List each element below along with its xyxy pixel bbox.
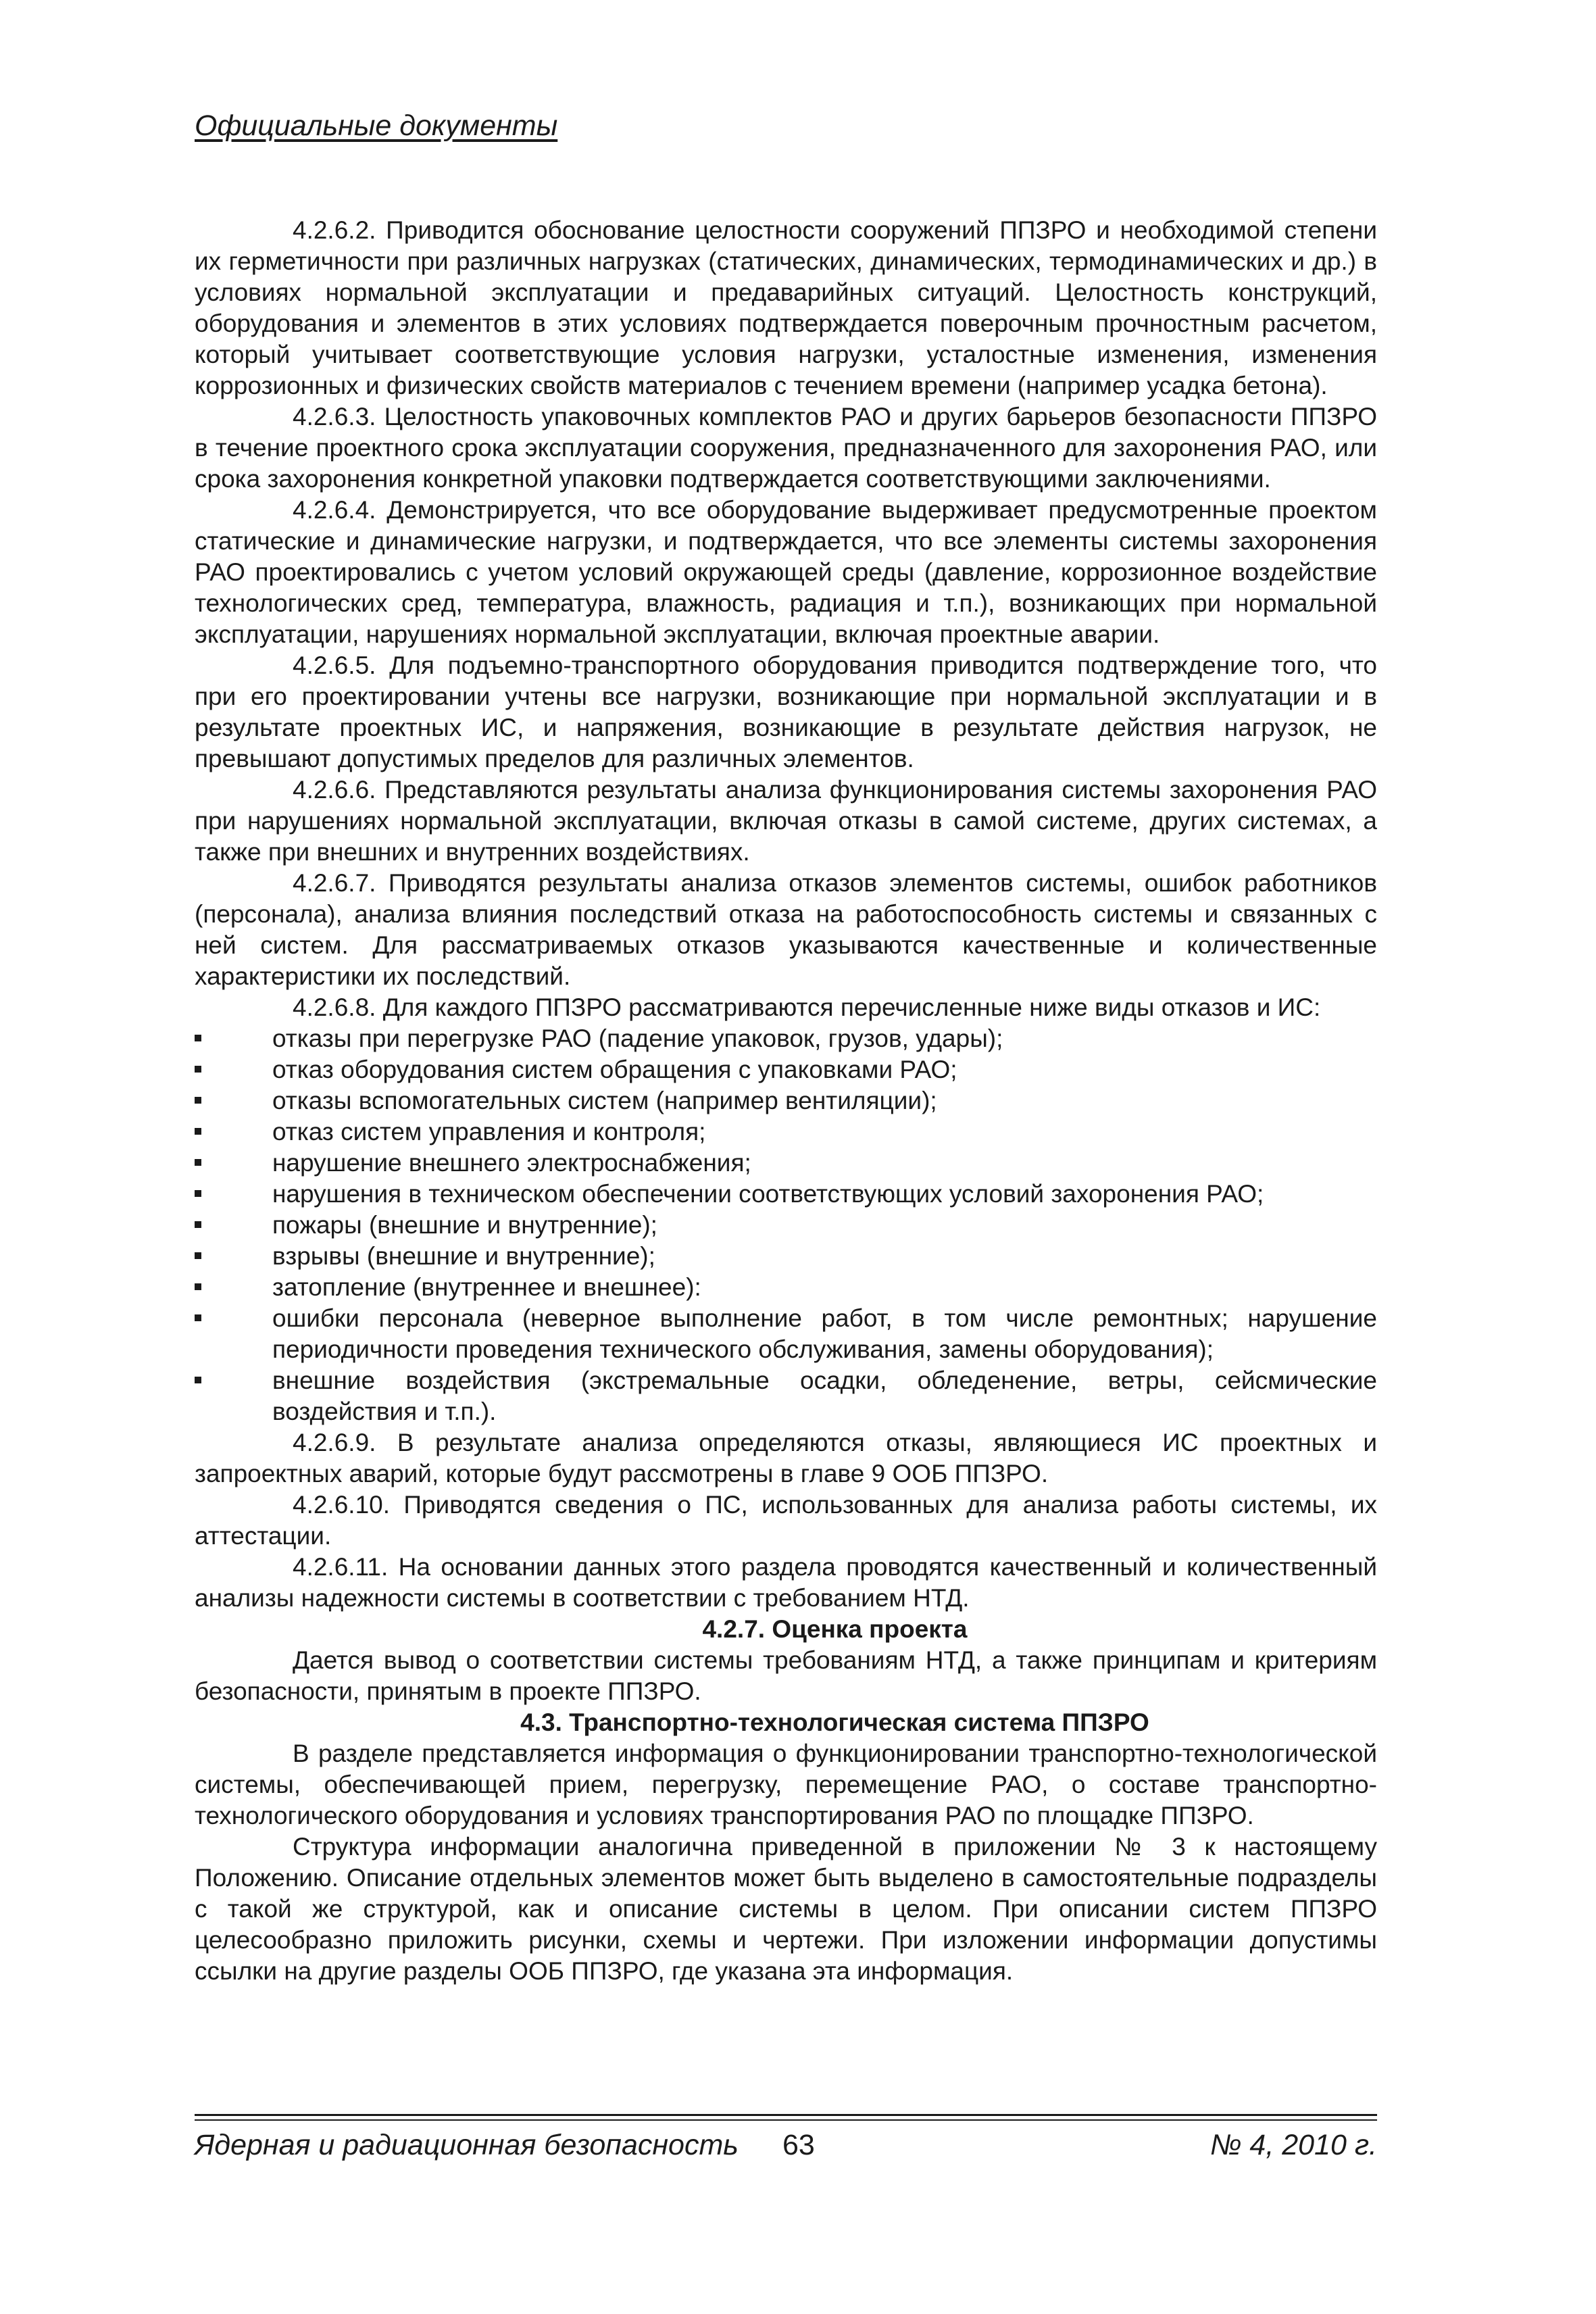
paragraph-4-2-6-8: 4.2.6.8. Для каждого ППЗРО рассматриваются перечисленные ниже виды отказов и ИС: xyxy=(293,993,1321,1021)
list-item-text: пожары (внешние и внутренние); xyxy=(272,1211,657,1239)
list-item xyxy=(195,1303,1377,1365)
paragraph-4-2-6-10: 4.2.6.10. Приводятся сведения о ПС, использованных для анализа работы системы, их аттестации. xyxy=(195,1491,1377,1550)
page-header-title: Официальные документы xyxy=(195,109,558,142)
paragraph-4-3-structure: Структура информации аналогична приведенной в приложении № 3 к настоящему Положению. Описание отдельных элементов может быть выделено в самостоятельные подразделы с такой же структурой, как и описание системы в целом. При описании систем ППЗРО целесообразно приложить рисунки, схемы и чертежи. При изложении информации допустимы ссылки на другие разделы ООБ ППЗРО, где указана эта информация. xyxy=(195,1833,1377,1985)
list-item xyxy=(195,1179,1377,1210)
list-item-text: взрывы (внешние и внутренние); xyxy=(272,1242,655,1270)
bullet-icon xyxy=(195,1283,201,1290)
list-item-text: нарушение внешнего электроснабжения; xyxy=(272,1149,751,1177)
page-number: 63 xyxy=(782,2129,815,2161)
paragraph-4-2-6-2: 4.2.6.2. Приводится обоснование целостности сооружений ППЗРО и необходимой степени их герметичности при различных нагрузках (статических, динамических, термодинамических и др.) в условиях нормальной эксплуатации и предаварийных ситуаций. Целостность конструкций, оборудования и элементов в этих условиях подтверждается поверочным прочностным расчетом, который учитывает соответствующие условия нагрузки, усталостные изменения, изменения коррозионных и физических свойств материалов с течением времени (например усадка бетона). xyxy=(195,216,1377,399)
list-item xyxy=(195,1365,1377,1427)
list-item xyxy=(195,1116,1377,1148)
footer-divider xyxy=(195,2119,1377,2121)
paragraph-4-3-intro: В разделе представляется информация о функционировании транспортно-технологической системы, обеспечивающей прием, перегрузку, перемещение РАО, о составе транспортно-технологического оборудования и условиях транспортирования РАО по площадке ППЗРО. xyxy=(195,1740,1377,1829)
paragraph-4-2-6-11: 4.2.6.11. На основании данных этого раздела проводятся качественный и количественный анализы надежности системы в соответствии с требованием НТД. xyxy=(195,1553,1377,1612)
paragraph-4-2-6-9: 4.2.6.9. В результате анализа определяются отказы, являющиеся ИС проектных и запроектных аварий, которые будут рассмотрены в главе 9 ООБ ППЗРО. xyxy=(195,1429,1377,1487)
footer-divider xyxy=(195,2114,1377,2116)
list-item xyxy=(195,1210,1377,1241)
section-heading-4-3: 4.3. Транспортно-технологическая система ППЗРО xyxy=(520,1708,1149,1736)
bullet-icon xyxy=(195,1377,201,1383)
issue-number: № 4, 2010 г. xyxy=(1210,2129,1377,2161)
paragraph-4-2-6-6: 4.2.6.6. Представляются результаты анализа функционирования системы захоронения РАО при нарушениях нормальной эксплуатации, включая отказы в самой системе, других системах, а также при внешних и внутренних воздействиях. xyxy=(195,776,1377,866)
bullet-icon xyxy=(195,1159,201,1166)
bullet-icon xyxy=(195,1128,201,1135)
list-item-text: ошибки персонала (неверное выполнение работ, в том числе ремонтных; нарушение периодичности проведения технического обслуживания, замены оборудования); xyxy=(272,1304,1377,1363)
bullet-icon xyxy=(195,1066,201,1073)
paragraph-4-2-6-3: 4.2.6.3. Целостность упаковочных комплектов РАО и других барьеров безопасности ППЗРО в течение проектного срока эксплуатации сооружения, предназначенного для захоронения РАО, или срока захоронения конкретной упаковки подтверждается соответствующими заключениями. xyxy=(195,403,1377,493)
page-footer xyxy=(195,2129,1377,2169)
bullet-icon xyxy=(195,1314,201,1321)
list-item-text: отказ оборудования систем обращения с упаковками РАО; xyxy=(272,1056,957,1083)
document-body xyxy=(195,215,1377,1987)
section-heading-4-2-7: 4.2.7. Оценка проекта xyxy=(702,1615,968,1643)
list-item-text: отказ систем управления и контроля; xyxy=(272,1118,706,1146)
bullet-icon xyxy=(195,1221,201,1228)
bullet-icon xyxy=(195,1035,201,1041)
list-item xyxy=(195,1054,1377,1085)
list-item xyxy=(195,1023,1377,1054)
failure-types-list xyxy=(195,1023,1377,1427)
list-item-text: нарушения в техническом обеспечении соответствующих условий захоронения РАО; xyxy=(272,1180,1264,1208)
bullet-icon xyxy=(195,1097,201,1104)
list-item xyxy=(195,1148,1377,1179)
list-item-text: отказы при перегрузке РАО (падение упаковок, грузов, удары); xyxy=(272,1025,1003,1052)
list-item-text: отказы вспомогательных систем (например вентиляции); xyxy=(272,1087,937,1114)
paragraph-4-2-6-5: 4.2.6.5. Для подъемно-транспортного оборудования приводится подтверждение того, что при его проектировании учтены все нагрузки, возникающие при нормальной эксплуатации и в результате проектных ИС, и напряжения, возникающие в результате действия нагрузок, не превышают допустимых пределов для различных элементов. xyxy=(195,651,1377,772)
paragraph-4-2-6-4: 4.2.6.4. Демонстрируется, что все оборудование выдерживает предусмотренные проектом статические и динамические нагрузки, и подтверждается, что все элементы системы захоронения РАО проектировались с учетом условий окружающей среды (давление, коррозионное воздействие технологических сред, температура, влажность, радиация и т.п.), возникающих при нормальной эксплуатации, нарушениях нормальной эксплуатации, включая проектные аварии. xyxy=(195,496,1377,648)
paragraph-4-2-7-text: Дается вывод о соответствии системы требованиям НТД, а также принципам и критериям безопасности, принятым в проекте ППЗРО. xyxy=(195,1646,1377,1705)
bullet-icon xyxy=(195,1190,201,1197)
list-item xyxy=(195,1272,1377,1303)
list-item-text: затопление (внутреннее и внешнее): xyxy=(272,1273,701,1301)
list-item xyxy=(195,1241,1377,1272)
list-item-text: внешние воздействия (экстремальные осадки, обледенение, ветры, сейсмические воздействия и т.п.). xyxy=(272,1367,1377,1425)
list-item xyxy=(195,1085,1377,1116)
paragraph-4-2-6-7: 4.2.6.7. Приводятся результаты анализа отказов элементов системы, ошибок работников (персонала), анализа влияния последствий отказа на работоспособность системы и связанных с ней систем. Для рассматриваемых отказов указываются качественные и количественные характеристики их последствий. xyxy=(195,869,1377,990)
journal-title: Ядерная и радиационная безопасность xyxy=(195,2129,739,2161)
bullet-icon xyxy=(195,1252,201,1259)
